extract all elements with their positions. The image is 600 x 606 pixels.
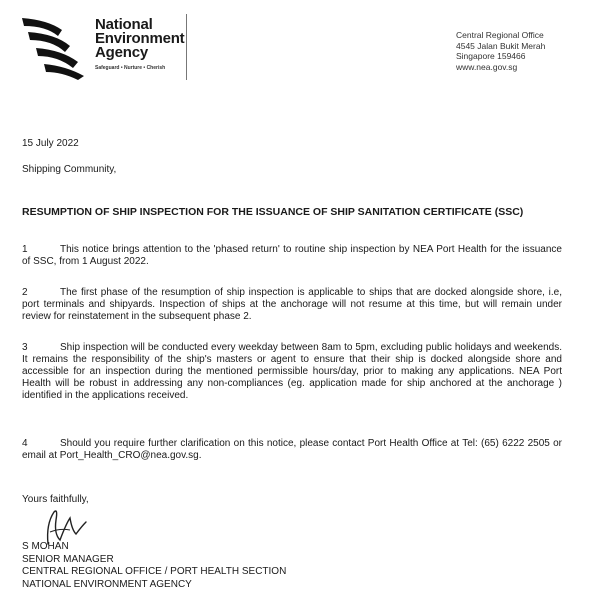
logo-tagline: Safeguard • Nurture • Cherish xyxy=(95,65,166,71)
address-line: Central Regional Office xyxy=(456,30,544,40)
signer-block xyxy=(22,541,562,591)
paragraph-number: 3 xyxy=(22,342,28,353)
paragraph-1 xyxy=(22,244,562,268)
paragraph-text: The first phase of the resumption of ship inspection is applicable to ships that are docked alongside shore, i.e, port terminals and shipyards. Inspection of ships at the anchorage will not resume at this time, but will remain under review for reinstatement in the subsequent phase 2. xyxy=(22,287,562,322)
letter-date: 15 July 2022 xyxy=(22,138,79,149)
address-line: 4545 Jalan Bukit Merah xyxy=(456,40,546,51)
closing: Yours faithfully, xyxy=(22,494,89,505)
logo-line-2: Environment xyxy=(95,30,185,47)
logo-divider xyxy=(186,14,187,80)
logo-wordmark xyxy=(95,18,184,72)
address-line: Singapore 159466 xyxy=(456,51,526,61)
paragraph-4 xyxy=(22,438,562,462)
paragraph-text: Should you require further clarification on this notice, please contact Port Health Office at Tel: (65) 6222 2505 or email at Port_Health_CRO@nea.gov.sg. xyxy=(22,438,562,461)
paragraph-text: This notice brings attention to the 'phased return' to routine ship inspection by NEA Port Health for the issuance of SSC, from 1 August 2022. xyxy=(22,244,562,267)
paragraph-2 xyxy=(22,287,562,323)
logo-line-1: National xyxy=(95,16,153,33)
signer-name: S MOHAN xyxy=(22,541,69,552)
paragraph-number: 4 xyxy=(22,438,28,449)
signer-title: SENIOR MANAGER xyxy=(22,553,114,565)
paragraph-3 xyxy=(22,342,562,402)
logo-line-3: Agency xyxy=(95,44,148,61)
salutation: Shipping Community, xyxy=(22,164,117,175)
office-address xyxy=(456,30,545,72)
paragraph-number: 2 xyxy=(22,287,28,298)
letter-subject: RESUMPTION OF SHIP INSPECTION FOR THE ISSUANCE OF SHIP SANITATION CERTIFICATE (SSC) xyxy=(22,206,524,218)
paragraph-number: 1 xyxy=(22,244,28,255)
signer-department: CENTRAL REGIONAL OFFICE / PORT HEALTH SECTION xyxy=(22,566,287,577)
letterhead xyxy=(0,0,600,90)
nea-logo-icon xyxy=(18,14,88,80)
signer-agency: NATIONAL ENVIRONMENT AGENCY xyxy=(22,578,192,590)
address-website: www.nea.gov.sg xyxy=(456,61,518,72)
paragraph-text: Ship inspection will be conducted every weekday between 8am to 5pm, excluding public holidays and weekends. It remains the responsibility of the ship's masters or agent to ensure that their ship is docked alongside shore and accessible for an inspection during the mentioned permissible hours/day, prior to making any applications. NEA Port Health will be robust in addressing any non-compliances (eg. application made for ship anchored at the anchorage ) identified in the applications received. xyxy=(22,342,562,401)
